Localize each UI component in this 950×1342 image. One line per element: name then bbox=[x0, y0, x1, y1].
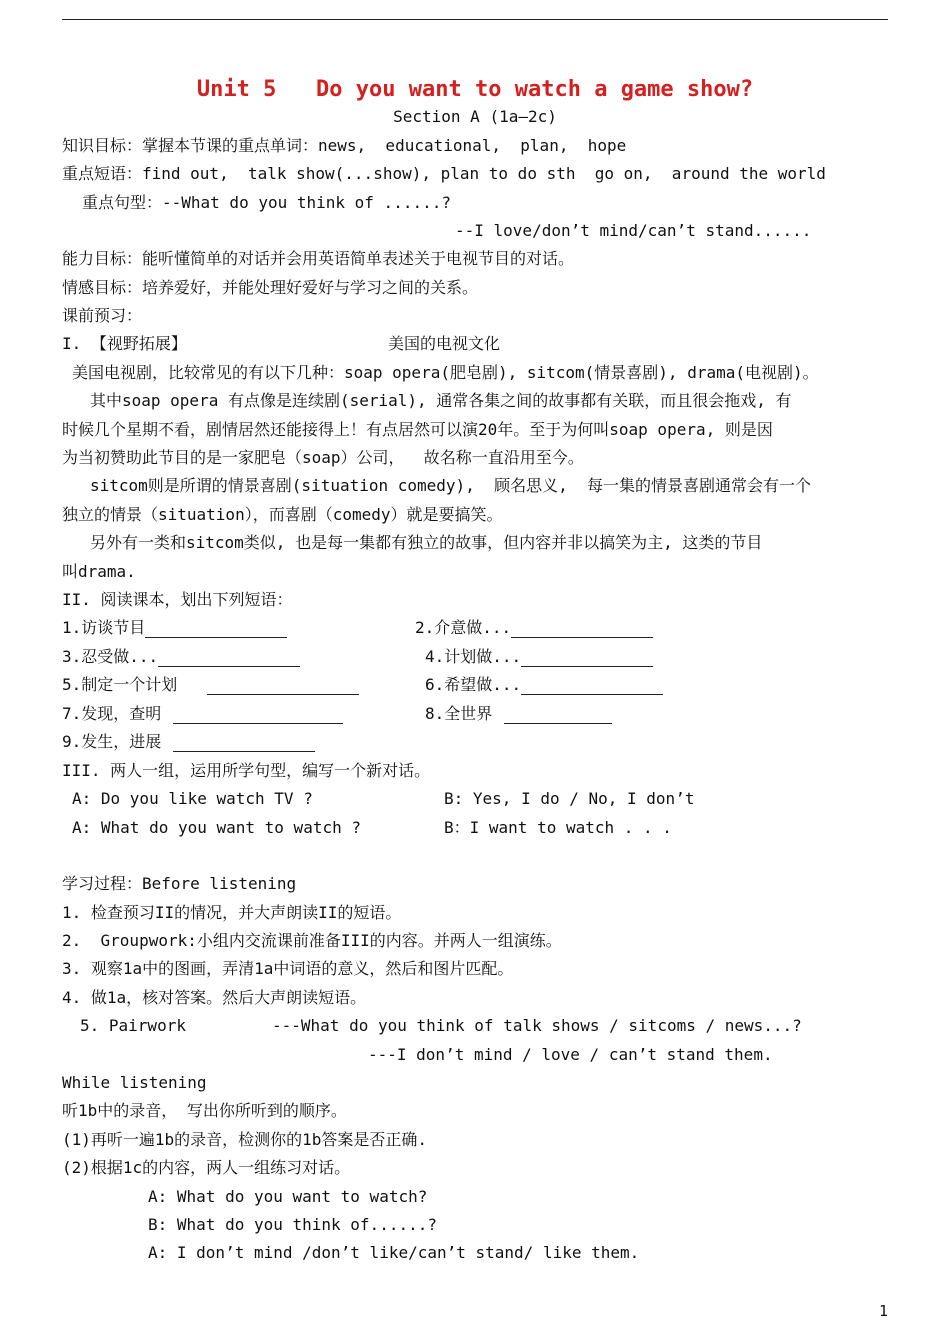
pairwork-question: ---What do you think of talk shows / sitcoms / news...? bbox=[272, 1016, 802, 1035]
answer-blank[interactable] bbox=[521, 678, 663, 695]
process-step: 3. 观察1a中的图画，弄清1a中词语的意义，然后和图片匹配。 bbox=[62, 959, 514, 978]
phrase-item bbox=[425, 704, 612, 724]
phrase-item-label: 3.忍受做... bbox=[62, 647, 159, 666]
dialog-line: B: Yes, I do / No, I don’t bbox=[444, 789, 695, 808]
while-listening-task: (2)根据1c的内容，两人一组练习对话。 bbox=[62, 1158, 351, 1177]
key-sentence-2: --I love/don’t mind/can’t stand...... bbox=[455, 221, 812, 240]
phrase-item-label: 7.发现，查明 bbox=[62, 704, 162, 723]
section-3-heading: III. 两人一组，运用所学句型，编写一个新对话。 bbox=[62, 761, 431, 780]
paragraph-3-line-1: sitcom则是所谓的情景喜剧(situation comedy), 顾名思义, 每一集的情景喜剧通常会有一个 bbox=[90, 476, 811, 495]
phrase-item bbox=[62, 647, 300, 667]
process-heading: 学习过程：Before listening bbox=[62, 874, 297, 893]
phrase-item bbox=[425, 647, 653, 667]
paragraph-4-line-2: 叫drama. bbox=[62, 562, 136, 581]
header-rule bbox=[62, 19, 888, 20]
phrase-item-label: 8.全世界 bbox=[425, 704, 493, 723]
section-1-title: 美国的电视文化 bbox=[388, 334, 501, 353]
answer-blank[interactable] bbox=[521, 650, 653, 667]
key-sentence-1: 重点句型：--What do you think of ......? bbox=[82, 193, 451, 212]
ability-goal: 能力目标：能听懂简单的对话并会用英语简单表述关于电视节目的对话。 bbox=[62, 249, 575, 268]
paragraph-2-line-1: 其中soap opera 有点像是连续剧(serial), 通常各集之间的故事都有关联，而且很会拖戏, 有 bbox=[90, 391, 792, 410]
phrase-item bbox=[62, 732, 315, 752]
dialog-line: A: Do you like watch TV ? bbox=[72, 789, 313, 808]
practice-line: B: What do you think of......? bbox=[148, 1215, 437, 1234]
answer-blank[interactable] bbox=[207, 678, 359, 695]
answer-blank[interactable] bbox=[511, 621, 653, 638]
preview-heading: 课前预习： bbox=[62, 306, 143, 325]
answer-blank[interactable] bbox=[158, 650, 300, 667]
phrase-item bbox=[425, 675, 663, 695]
answer-blank[interactable] bbox=[173, 707, 343, 724]
phrase-item-label: 6.希望做... bbox=[425, 675, 522, 694]
practice-line: A: What do you want to watch? bbox=[148, 1187, 428, 1206]
process-step: 2. Groupwork:小组内交流课前准备III的内容。并两人一组演练。 bbox=[62, 931, 562, 950]
phrase-item bbox=[62, 675, 359, 695]
dialog-line: B：I want to watch . . . bbox=[444, 818, 672, 837]
knowledge-goal: 知识目标：掌握本节课的重点单词：news, educational, plan, hope bbox=[62, 136, 627, 155]
pairwork-answer: ---I don’t mind / love / can’t stand them. bbox=[368, 1045, 773, 1064]
process-step: 4. 做1a，核对答案。然后大声朗读短语。 bbox=[62, 988, 367, 1007]
pairwork-label: 5. Pairwork bbox=[80, 1016, 186, 1035]
phrase-item-label: 5.制定一个计划 bbox=[62, 675, 178, 694]
key-phrases: 重点短语：find out, talk show(...show), plan to do sth go on, around the world bbox=[62, 164, 826, 183]
answer-blank[interactable] bbox=[173, 735, 315, 752]
while-listening-heading: While listening bbox=[62, 1073, 207, 1092]
paragraph-4-line-1: 另外有一类和sitcom类似, 也是每一集都有独立的故事，但内容并非以搞笑为主, 这类的节目 bbox=[90, 533, 763, 552]
paragraph-3-line-2: 独立的情景（situation），而喜剧（comedy）就是要搞笑。 bbox=[62, 505, 503, 524]
page-number: 1 bbox=[878, 1302, 888, 1320]
phrase-item-label: 9.发生，进展 bbox=[62, 732, 162, 751]
phrase-item-label: 1.访谈节目 bbox=[62, 618, 146, 637]
section-subtitle: Section A (1a—2c) bbox=[393, 107, 557, 126]
answer-blank[interactable] bbox=[145, 621, 287, 638]
section-1-label: I. 【视野拓展】 bbox=[62, 334, 187, 353]
while-listening-task: (1)再听一遍1b的录音，检测你的1b答案是否正确. bbox=[62, 1130, 428, 1149]
phrase-item bbox=[415, 618, 653, 638]
phrase-item bbox=[62, 618, 287, 638]
answer-blank[interactable] bbox=[504, 707, 612, 724]
unit-title: Unit 5 Do you want to watch a game show? bbox=[196, 77, 754, 102]
practice-line: A: I don’t mind /don’t like/can’t stand/ like them. bbox=[148, 1243, 640, 1262]
phrase-item bbox=[62, 704, 343, 724]
phrase-item-label: 4.计划做... bbox=[425, 647, 522, 666]
dialog-line: A: What do you want to watch ? bbox=[72, 818, 361, 837]
phrase-item-label: 2.介意做... bbox=[415, 618, 512, 637]
paragraph-1: 美国电视剧，比较常见的有以下几种：soap opera(肥皂剧), sitcom(情景喜剧), drama(电视剧)。 bbox=[72, 363, 819, 382]
process-step: 1. 检查预习II的情况，并大声朗读II的短语。 bbox=[62, 903, 402, 922]
emotion-goal: 情感目标：培养爱好，并能处理好爱好与学习之间的关系。 bbox=[62, 278, 479, 297]
while-listening-task: 听1b中的录音， 写出你所听到的顺序。 bbox=[62, 1101, 347, 1120]
paragraph-2-line-2: 时候几个星期不看，剧情居然还能接得上！有点居然可以演20年。至于为何叫soap opera, 则是因 bbox=[62, 420, 773, 439]
section-2-heading: II. 阅读课本，划出下列短语： bbox=[62, 590, 293, 609]
paragraph-2-line-3: 为当初赞助此节目的是一家肥皂（soap）公司， 故名称一直沿用至今。 bbox=[62, 448, 584, 467]
